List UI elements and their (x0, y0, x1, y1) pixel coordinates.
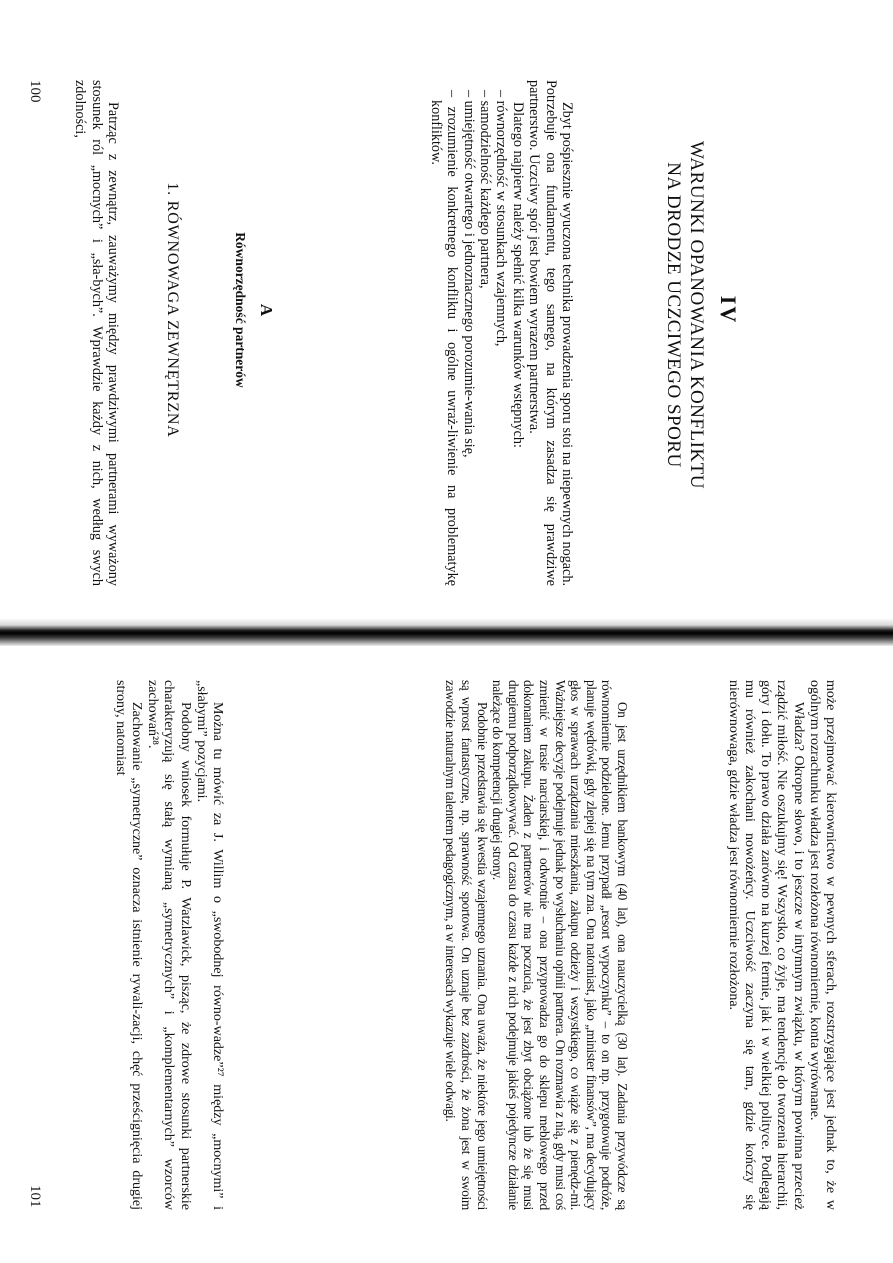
paragraph: Podobny wniosek formułuje P. Watzlawick, pisząc, że zdrowe stosunki partnerskie charakteryzują się stałą wymianą „symetrycznych” i „komplementarnych” wzorców zachowań²⁸. (145, 680, 193, 1210)
page-number: 101 (27, 1185, 43, 1208)
right-page (0, 640, 893, 1263)
intro-paragraph: Zbyt pośpiesznie wyuczona technika prowadzenia sporu stoi na niepewnych nogach. Potrzebuje ona fundamentu, tego samego, na którym zasadza się prawdziwe partnerstwo. Uczciwy spór jest bowiem wyrazem partnerstwa. (526, 80, 575, 586)
example-paragraph: On jest urzędnikiem bankowym (40 lat), ona nauczycielką (30 lat). Zadania przywódcze są równomiernie podzielone. Jemu przypadł „resort wypoczynku” – to on np. przygotowuje podróże, planuje wędrówki, gdy zlepiej się na tym zna. Ona natomiast, jako „minister finansów”, ma decydujący głos w sprawach urządzania mieszkania, zakupu odzieży i wszystkiego, co wiąże się z pienędz-mi. Ważniejsze decyzje podejmuje jednak po wysłuchaniu opinii partnera. On rozmawia z nią, gdy musi coś zmienić w trasie narciarskiej, i odwrotnie – ona przyprowadza go do sklepu meblowego przed dokonaniem zakupu. Żaden z partnerów nie ma poczucia, że jest zbyt obciążone lub że się musi drugiemu podporządkowywać. Od czasu do czasu każde z nich podejmuje jakieś pojedyncze działanie należące do kompetencji drugiej strony. (490, 680, 630, 1210)
chapter-title-line: NA DRODZE UCZCIWEGO SPORU (663, 162, 684, 468)
closing-paragraph: Patrząc z zewnątrz, zauważymy między prawdziwymi partnerami wyważony stosunek ról „mocnych” i „sła-bych”. Wprawdzie każdy z nich, według swych zdolności, (72, 80, 121, 586)
example-block (443, 680, 630, 1210)
left-page (0, 0, 893, 620)
right-bottom-block (112, 680, 225, 1210)
section-heading: 1. RÓWNOWAGA ZEWNĘTRZNA (164, 182, 181, 438)
example-paragraph: Podobnie przedstawia się kwestia wzajemnego uznania. Ona uważa, że niektóre jego umiejętności są wprost fantastyczne, np. sprawność sportowa. On uznaje bez zazdrości, że żona jest w swoim zawodzie naturalnym talentem pedagogicznym, a w interesach wykazuje wiele odwagi. (443, 680, 490, 1210)
section-subtitle: Równorzędność partnerów (233, 232, 248, 388)
intro-block (427, 80, 575, 586)
paragraph: może przejmować kierownictwo w pewnych sferach, rozstrzygające jest jednak to, że w ogólnym rozrachunku władza jest rozłożona równomiernie, konta wyrównane. (806, 680, 838, 1210)
chapter-title-line: WARUNKI OPANOWANIA KONFLIKTU (686, 141, 707, 489)
paragraph: Można tu mówić za J. Willim o „swobodnej równo-wadze”²⁷ między „mocnymi” i „słabymi” pozycjami. (193, 680, 225, 1210)
right-top-block (725, 680, 838, 1210)
section-letter: A (257, 303, 276, 317)
list-item: – samodzielność każdego partnera, (476, 90, 493, 289)
list-item: – zrozumienie konkretnego konfliktu i ogólne uwraż-liwienie na problematykę konfliktów. (427, 90, 461, 586)
conditions-list (427, 80, 509, 586)
chapter-title (662, 40, 708, 590)
paragraph: Władza? Okropne słowo, i to jeszcze w intymnym związku, w którym powinna przecież rządzić miłość. Nie oszukujmy się! Wszystko, co żyje, ma tendencję do tworzenia hierarchii, góry i dołu. To prawo działa zarówno na kurzej fermie, jak i w wielkiej polityce. Podlegają mu również zakochani nowożeńcy. Uczciwość zaczyna się tam, gdzie kończy się nierównowaga, gdzie władza jest równomiernie rozłożona. (725, 680, 806, 1210)
closing-block (72, 80, 121, 586)
list-item: – umiejętność otwartego i jednoznacznego porozumie-wania się, (460, 90, 477, 458)
chapter-number: IV (716, 295, 741, 325)
list-item: – równorzędność w stosunkach wzajemnych, (493, 90, 510, 347)
conditions-intro: Dlatego najpierw należy spełnić kilka warunków wstępnych: (509, 102, 526, 448)
page-number: 100 (27, 80, 43, 103)
paragraph: Zachowanie „symetryczne” oznacza istnienie rywali-zacji, chęć prześcignięcia drugiej strony, natomiast (112, 680, 144, 1210)
